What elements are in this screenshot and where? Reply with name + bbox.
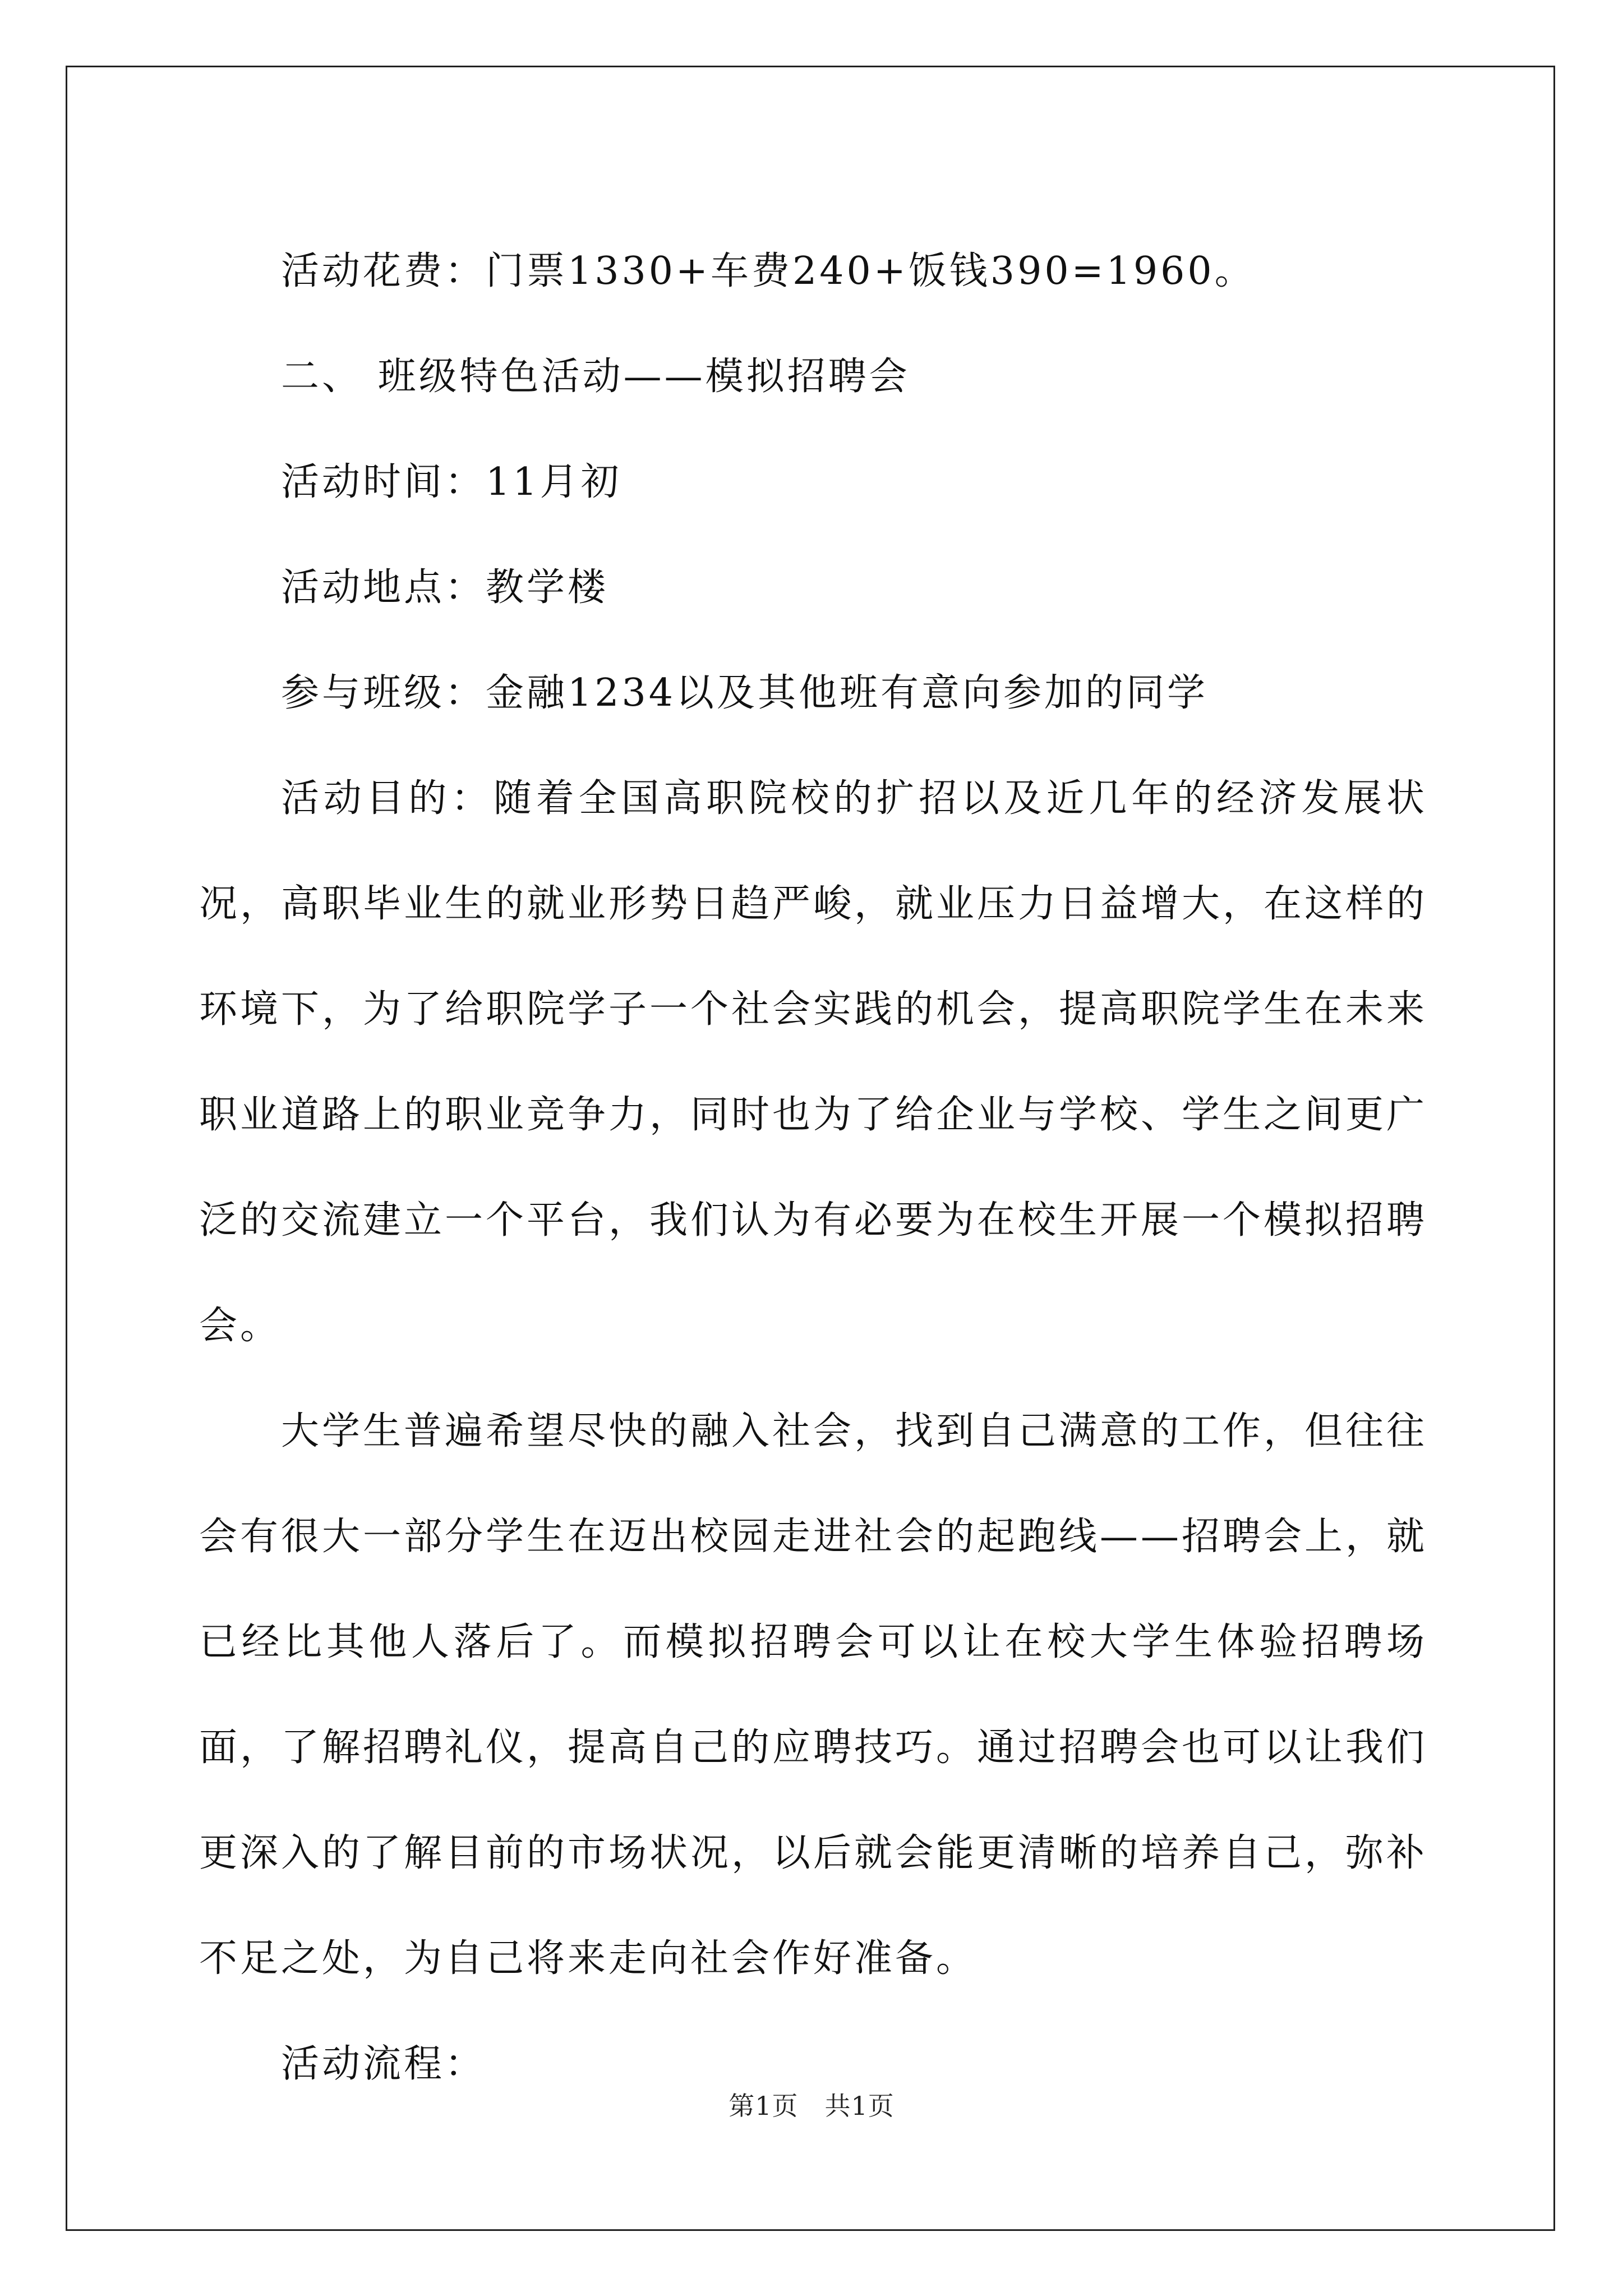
paragraph-background: 大学生普遍希望尽快的融入社会，找到自己满意的工作，但往往会有很大一部分学生在迈出校园走进社会的起跑线——招聘会上，就已经比其他人落后了。而模拟招聘会可以让在校大学生体验招聘场面，了解招聘礼仪，提高自己的应聘技巧。通过招聘会也可以让我们更深入的了解目前的市场状况，以后就会能更清晰的培养自己，弥补不足之处，为自己将来走向社会作好准备。 — [199, 1409, 1428, 1981]
document-body — [199, 219, 1427, 2117]
paragraph-purpose: 活动目的：随着全国高职院校的扩招以及近几年的经济发展状况，高职毕业生的就业形势日趋严峻，就业压力日益增大，在这样的环境下，为了给职院学子一个社会实践的机会，提高职院学生在未来职业道路上的职业竞争力，同时也为了给企业与学校、学生之间更广泛的交流建立一个平台，我们认为有必要为在校生开展一个模拟招聘会。 — [199, 776, 1428, 1348]
paragraph-time: 活动时间：11月初 — [281, 460, 622, 504]
section-heading: 二、 班级特色活动——模拟招聘会 — [281, 355, 910, 399]
paragraph-location: 活动地点：教学楼 — [281, 565, 609, 610]
paragraph-participants: 参与班级：金融1234以及其他班有意向参加的同学 — [281, 671, 1209, 715]
page-footer: 第1页 共1页 — [728, 2091, 895, 2121]
paragraph-expenses: 活动花费：门票1330+车费240+饭钱390=1960。 — [281, 249, 1256, 293]
paragraph-process: 活动流程： — [281, 2042, 486, 2086]
